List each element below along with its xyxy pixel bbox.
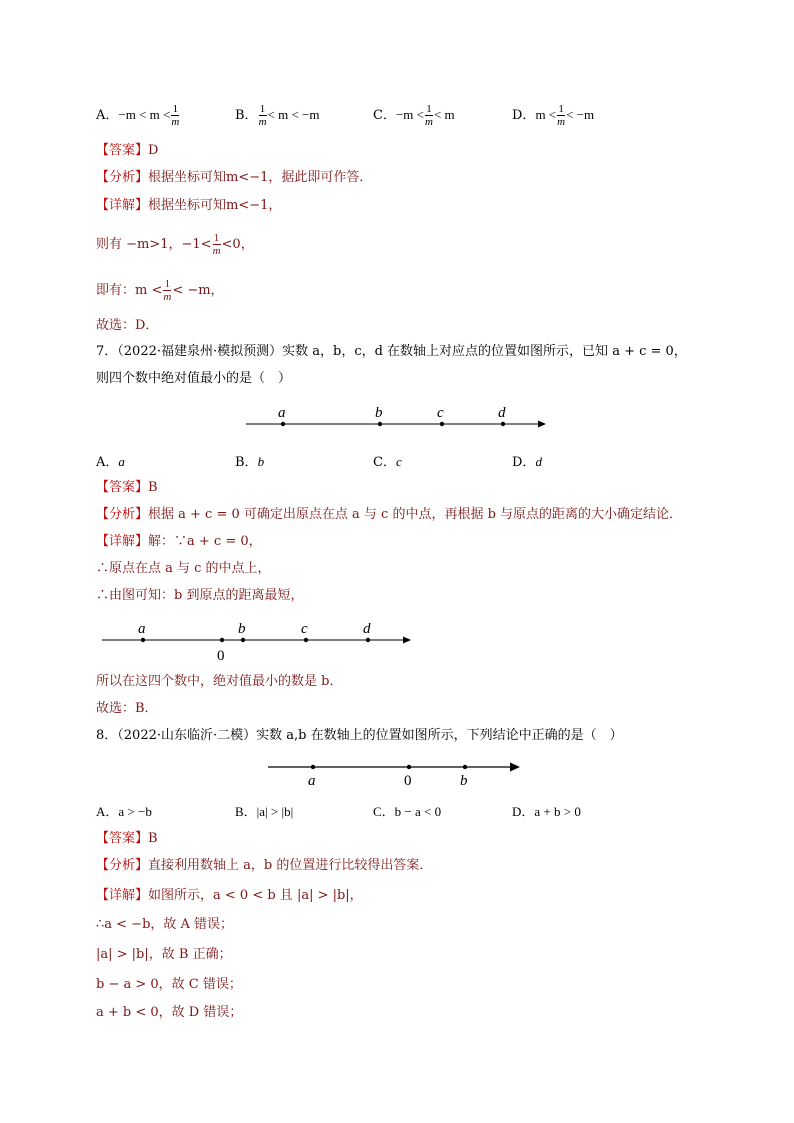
q7-label-b: b <box>375 405 383 421</box>
q6-answer: 【答案】D <box>96 143 159 158</box>
q7-label-c: c <box>437 405 444 421</box>
q7-step2: ∴由图可知：b 到原点的距离最短， <box>96 588 304 603</box>
q8-step4: a + b < 0，故 D 错误； <box>96 1005 243 1020</box>
q8-option-b: B．|a| > |b| <box>235 804 294 819</box>
q8-analysis: 【分析】直接利用数轴上 a，b 的位置进行比较得出答案． <box>96 858 433 873</box>
q8-point-b <box>463 765 467 769</box>
q7-stem-line2: 则四个数中绝对值最小的是（ ） <box>96 371 292 386</box>
q7-point-d <box>501 422 505 426</box>
q7-step3: 所以在这四个数中，绝对值最小的数是 b． <box>96 674 343 689</box>
q7-option-a: A．a <box>96 454 125 470</box>
q7-label-a: a <box>278 405 286 421</box>
q7-label2-c: c <box>301 621 308 637</box>
q6-option-c: C．−m < $\frac{1}{m}$ < m <box>373 103 455 128</box>
q8-answer: 【答案】B <box>96 831 158 846</box>
q7-point-b <box>378 422 382 426</box>
q7-label2-origin: 0 <box>217 648 225 664</box>
q7-label2-b: b <box>238 621 246 637</box>
q6-option-a: A．−m < m < $\frac{1}{m}$ <box>96 103 180 128</box>
q7-number-line-origin <box>98 618 420 664</box>
q6-step1: 则有 −m>1，−1< $\frac{1}{m}$ <0， <box>96 232 254 257</box>
q8-label-b: b <box>460 773 468 789</box>
q8-label-a: a <box>308 773 316 789</box>
q8-label-origin: 0 <box>404 773 412 789</box>
q6-option-d: D．m < $\frac{1}{m}$ < −m <box>512 103 595 128</box>
q7-label2-a: a <box>138 621 146 637</box>
q7-option-c: C．c <box>373 454 402 470</box>
q8-detail: 【详解】如图所示，a < 0 < b 且 |a| > |b|， <box>96 888 363 903</box>
q8-step1: ∴a < −b，故 A 错误； <box>96 917 234 932</box>
q7-answer: 【答案】B <box>96 480 158 495</box>
q6-analysis: 【分析】根据坐标可知m<−1，据此即可作答． <box>96 170 373 185</box>
q6-conclusion: 故选：D． <box>96 318 159 333</box>
q7-point2-a <box>141 638 145 642</box>
q7-step1: ∴原点在点 a 与 c 的中点上， <box>96 561 271 576</box>
q7-point2-c <box>304 638 308 642</box>
q7-conclusion: 故选：B． <box>96 701 158 716</box>
q8-step3: b − a > 0，故 C 错误； <box>96 977 242 992</box>
q6-option-b: B． $\frac{1}{m}$ < m < −m <box>235 103 320 128</box>
q6-step2: 即有：m < $\frac{1}{m}$ < −m， <box>96 278 224 303</box>
q7-option-b: B．b <box>235 454 265 470</box>
q7-point-c <box>440 422 444 426</box>
q7-point2-origin <box>220 638 224 642</box>
q8-number-line <box>264 756 526 790</box>
q7-analysis: 【分析】根据 a + c = 0 可确定出原点在点 a 与 c 的中点，再根据 b 与原点的距离的大小确定结论． <box>96 507 683 522</box>
q8-option-d: D．a + b > 0 <box>512 804 581 819</box>
q8-point-origin <box>407 765 411 769</box>
q7-stem-line1: 7．（2022·福建泉州·模拟预测）实数 a，b，c，d 在数轴上对应点的位置如图所示，已知 a + c = 0， <box>96 344 687 359</box>
q7-point2-b <box>241 638 245 642</box>
q8-point-a <box>311 765 315 769</box>
q7-option-d: D．d <box>512 454 542 470</box>
q8-stem: 8．（2022·山东临沂·二模）实数 a,b 在数轴上的位置如图所示，下列结论中正确的是（ ） <box>96 728 623 743</box>
q7-number-line <box>240 400 560 436</box>
q8-option-c: C．b − a < 0 <box>373 804 442 819</box>
q6-detail: 【详解】根据坐标可知m<−1， <box>96 198 282 213</box>
q7-label2-d: d <box>363 621 371 637</box>
q7-point2-d <box>366 638 370 642</box>
q7-point-a <box>281 422 285 426</box>
q8-step2: |a| > |b|，故 B 正确； <box>96 947 232 962</box>
q7-label-d: d <box>498 405 506 421</box>
q7-detail: 【详解】解：∵a + c = 0， <box>96 534 262 549</box>
q8-option-a: A．a > −b <box>96 804 152 819</box>
